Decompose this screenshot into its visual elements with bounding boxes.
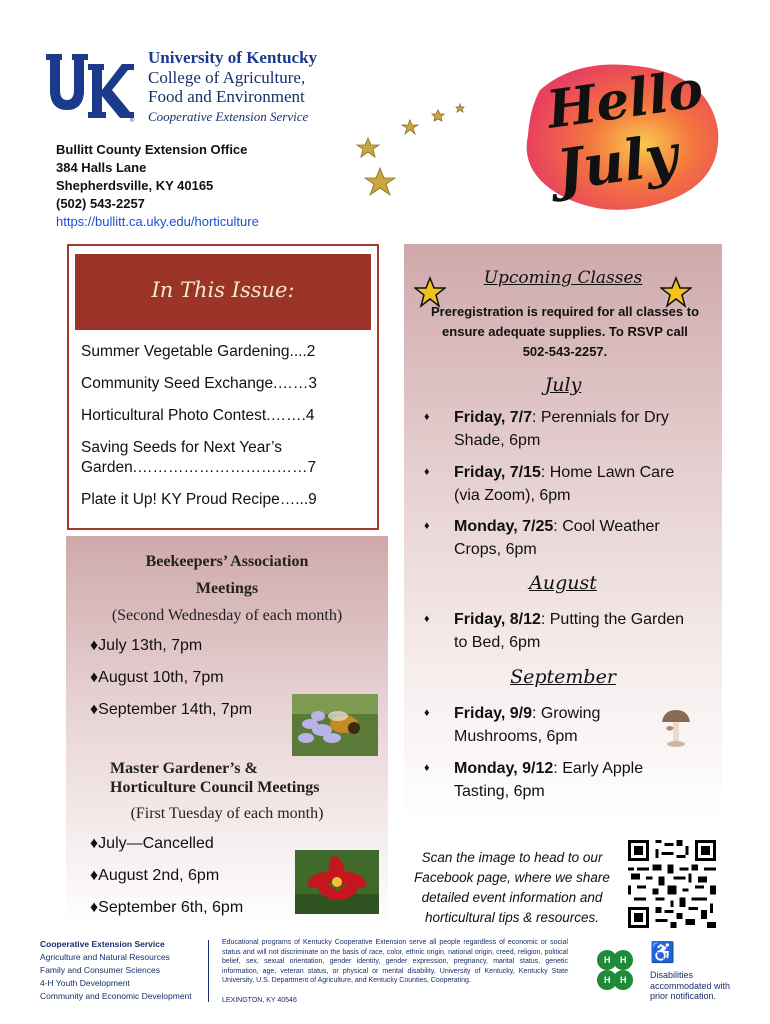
svg-text:H: H — [604, 955, 611, 965]
class-date: Monday, 7/25 — [454, 518, 554, 535]
class-description: : Perennials for Dry Shade, 6pm — [454, 409, 669, 449]
diamond-bullet-icon: ♦ — [424, 411, 430, 423]
bee-on-flower-photo — [292, 694, 378, 756]
master-gardener-subtitle: (First Tuesday of each month) — [130, 805, 324, 822]
preregistration-note: Preregistration is required for all classes to ensure adequate supplies. To RSVP call 502-543-2257. — [430, 304, 700, 359]
month-heading-july: July — [544, 374, 582, 396]
college-line-2: Food and Environment — [148, 87, 305, 106]
in-this-issue-box — [67, 244, 379, 530]
issue-item: Plate it Up! KY Proud Recipe…...9 — [81, 491, 317, 508]
month-heading-september: September — [510, 666, 616, 688]
footer-program: Cooperative Extension Service — [40, 939, 165, 949]
footer-program: 4-H Youth Development — [40, 978, 130, 988]
university-name: University of Kentucky — [148, 48, 318, 67]
office-address — [56, 141, 336, 231]
master-gardener-date: ♦September 6th, 6pm — [90, 899, 244, 916]
class-list — [404, 406, 722, 846]
red-lily-photo — [295, 850, 379, 914]
master-gardener-title-2: Horticulture Council Meetings — [110, 779, 320, 796]
in-this-issue-title: In This Issue: — [151, 278, 295, 302]
statement-text: Educational programs of Kentucky Cooperative Extension serve all people regardless of economic or social status and will not discriminate on the basis of race, color, ethnic origin, national origin, creed, religion, political belief, sex, sexual orientation, gender identity, gender expression, pregnancy, marital status, genetic information, age, veteran status, or physical or mental disability. University of Kentucky, Kentucky State University, U.S. Department of Agriculture, and Kentucky Counties, Cooperating. — [222, 939, 568, 985]
wheelchair-accessibility-icon: ♿ — [650, 942, 675, 964]
diamond-bullet-icon: ♦ — [424, 707, 430, 719]
issue-contents-list — [81, 342, 371, 522]
class-date: Friday, 9/9 — [454, 705, 532, 722]
office-website-link[interactable]: https://bullitt.ca.uky.edu/horticulture — [56, 214, 259, 229]
class-description: : Putting the Garden to Bed, 6pm — [454, 611, 685, 651]
footer-program: Agriculture and Natural Resources — [40, 952, 170, 962]
svg-text:H: H — [604, 975, 611, 985]
month-heading-august: August — [529, 572, 597, 594]
nondiscrimination-statement — [222, 938, 568, 1006]
beekeepers-title-2: Meetings — [195, 580, 259, 597]
class-description: : Growing Mushrooms, 6pm — [454, 705, 601, 745]
class-date: Friday, 8/12 — [454, 611, 541, 628]
disabilities-notice: Disabilities accommodated with prior notification. — [650, 970, 731, 1001]
issue-item: Community Seed Exchange.……3 — [81, 375, 318, 392]
footer-divider — [208, 940, 209, 1002]
extension-programs-list — [40, 938, 210, 1003]
office-city: Shepherdsville, KY 40165 — [56, 178, 214, 193]
scan-qr-text: Scan the image to head to our Facebook page, where we share detailed event information and horticultural tips & resources. — [414, 850, 610, 925]
footer-program: Family and Consumer Sciences — [40, 965, 160, 975]
4h-clover-icon — [590, 946, 640, 996]
college-line-1: College of Agriculture, — [148, 68, 306, 87]
extension-service: Cooperative Extension Service — [148, 109, 309, 124]
svg-text:H: H — [620, 975, 627, 985]
beekeepers-subtitle: (Second Wednesday of each month) — [111, 607, 343, 624]
beekeepers-date: ♦September 14th, 7pm — [90, 701, 253, 718]
footer-city: LEXINGTON, KY 40546 — [222, 996, 297, 1004]
beekeepers-title-1: Beekeepers’ Association — [145, 553, 309, 570]
svg-text:®: ® — [130, 118, 135, 122]
beekeepers-date: ♦August 10th, 7pm — [90, 669, 224, 686]
facebook-qr-code[interactable] — [628, 840, 716, 928]
office-street: 384 Halls Lane — [56, 160, 147, 175]
class-description: : Cool Weather Crops, 6pm — [454, 518, 660, 558]
diamond-bullet-icon: ♦ — [424, 613, 430, 625]
upcoming-classes-title: Upcoming Classes — [483, 268, 643, 288]
svg-text:H: H — [620, 955, 627, 965]
beekeepers-date: ♦July 13th, 7pm — [90, 637, 203, 654]
uk-logo — [44, 50, 136, 122]
issue-item: Horticultural Photo Contest.…….4 — [81, 407, 315, 424]
master-gardener-date: ♦August 2nd, 6pm — [90, 867, 220, 884]
issue-item: Summer Vegetable Gardening....2 — [81, 343, 316, 360]
diamond-bullet-icon: ♦ — [424, 466, 430, 478]
mushroom-icon — [660, 706, 692, 748]
footer-program: Community and Economic Development — [40, 991, 192, 1001]
svg-text:July: July — [552, 121, 682, 204]
issue-item: Saving Seeds for Next Year’s Garden.……………………………7 — [81, 439, 317, 476]
diamond-bullet-icon: ♦ — [424, 762, 430, 774]
class-date: Friday, 7/15 — [454, 464, 541, 481]
uk-wordmark — [148, 48, 368, 128]
office-name: Bullitt County Extension Office — [56, 142, 248, 157]
class-date: Friday, 7/7 — [454, 409, 532, 426]
svg-text:Hello: Hello — [543, 58, 707, 141]
master-gardener-date: ♦July—Cancelled — [90, 835, 214, 852]
class-date: Monday, 9/12 — [454, 760, 554, 777]
class-description: : Home Lawn Care (via Zoom), 6pm — [454, 464, 675, 504]
in-this-issue-header — [75, 254, 371, 330]
class-description: : Early Apple Tasting, 6pm — [454, 760, 644, 800]
master-gardener-title-1: Master Gardener’s & — [110, 760, 258, 777]
office-phone: (502) 543-2257 — [56, 196, 145, 211]
diamond-bullet-icon: ♦ — [424, 520, 430, 532]
hello-july-artwork — [350, 50, 730, 220]
